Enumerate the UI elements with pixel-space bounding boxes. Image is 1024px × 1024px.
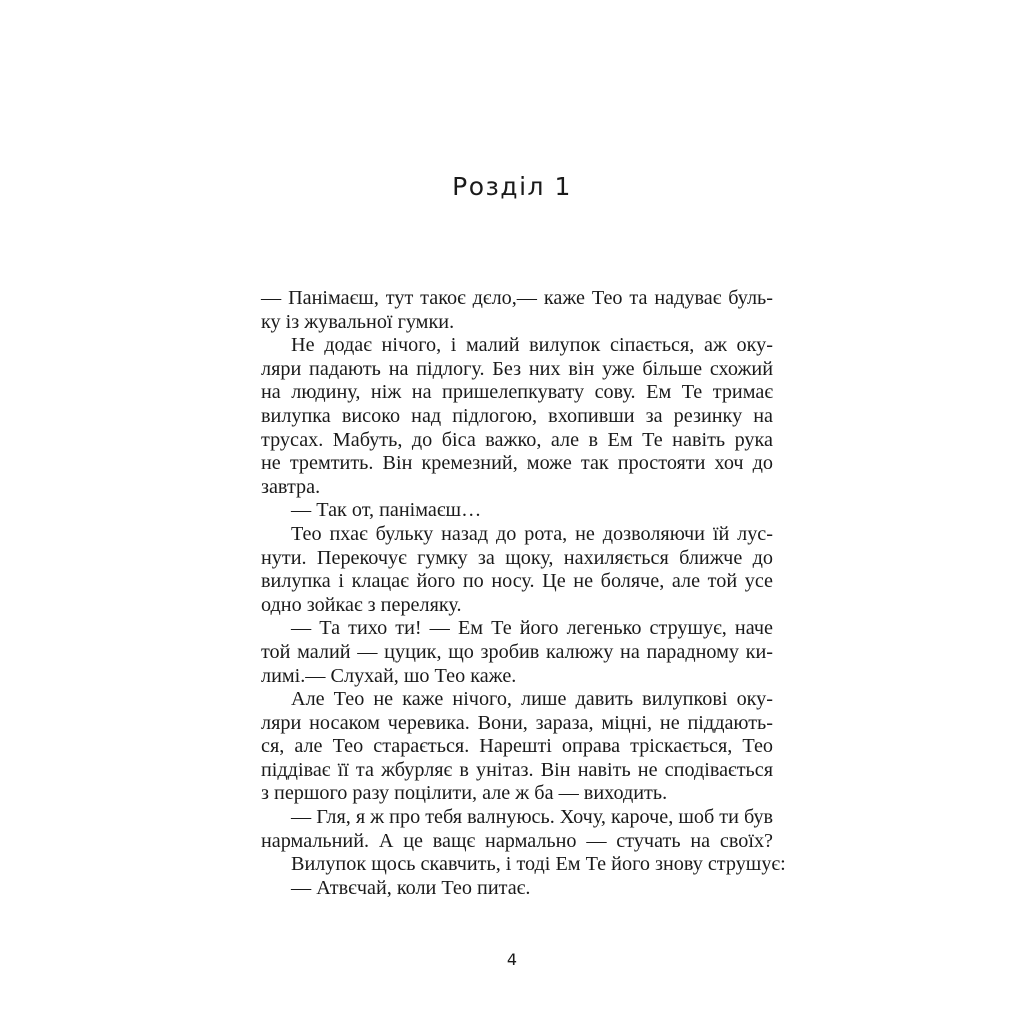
chapter-title: Розділ 1 [452, 172, 572, 201]
text-line: трусах. Мабуть, до біса важко, але в Ем Те навіть рука [261, 428, 773, 451]
text-line: Вилупок щось скавчить, і тоді Ем Те його знову струшує: [291, 853, 786, 876]
text-line: на людину, ніж на пришелепкувату сову. Ем Те тримає [261, 381, 773, 404]
page-number: 4 [506, 950, 518, 969]
text-line: ся, але Тео старається. Нарешті оправа тріскається, Тео [261, 735, 773, 758]
text-line: ляри падають на підлогу. Без них він уже більше схожий [261, 357, 773, 380]
text-line: Не додає нічого, і малий вилупок сіпається, аж оку- [291, 334, 773, 357]
text-line: — Так от, панімаєш… [291, 499, 482, 522]
text-line: той малий — цуцик, що зробив калюжу на парадному ки- [261, 640, 773, 663]
text-line: — Атвєчай, коли Тео питає. [291, 876, 531, 899]
text-line: одно зойкає з переляку. [261, 593, 462, 616]
text-line: — Гля, я ж про тебя валнуюсь. Хочу, кароче, шоб ти був [291, 806, 774, 829]
text-line: лимі.— Слухай, шо Тео каже. [261, 664, 517, 687]
text-line: вилупка високо над підлогою, вхопивши за резинку на [261, 404, 773, 427]
text-line: Тео пхає бульку назад до рота, не дозволяючи їй лус- [291, 522, 773, 545]
text-line: — Та тихо ти! — Ем Те його легенько струшує, наче [291, 617, 773, 640]
text-line: не тремтить. Він кремезний, може так простояти хоч до [261, 452, 773, 475]
text-line: Але Тео не каже нічого, лише давить вилупкові оку- [291, 688, 773, 711]
body-text [261, 287, 786, 900]
text-line: — Панімаєш, тут такоє дєло,— каже Тео та надуває буль- [261, 287, 773, 309]
text-line: завтра. [261, 475, 321, 498]
text-line: вилупка і клацає його по носу. Це не боляче, але той усе [261, 570, 773, 593]
text-line: нути. Перекочує гумку за щоку, нахиляється ближче до [261, 546, 773, 569]
text-line: піддіває її та жбурляє в унітаз. Він навіть не сподівається [261, 758, 773, 781]
text-line: нармальний. А це ващє нармально — стучать на своїх? [261, 829, 773, 852]
text-line: ку із жувальної гумки. [261, 310, 455, 333]
text-line: з першого разу поцілити, але ж ба — виходить. [261, 782, 668, 805]
text-line: ляри носаком черевика. Вони, зараза, міцні, не піддають- [261, 711, 773, 734]
